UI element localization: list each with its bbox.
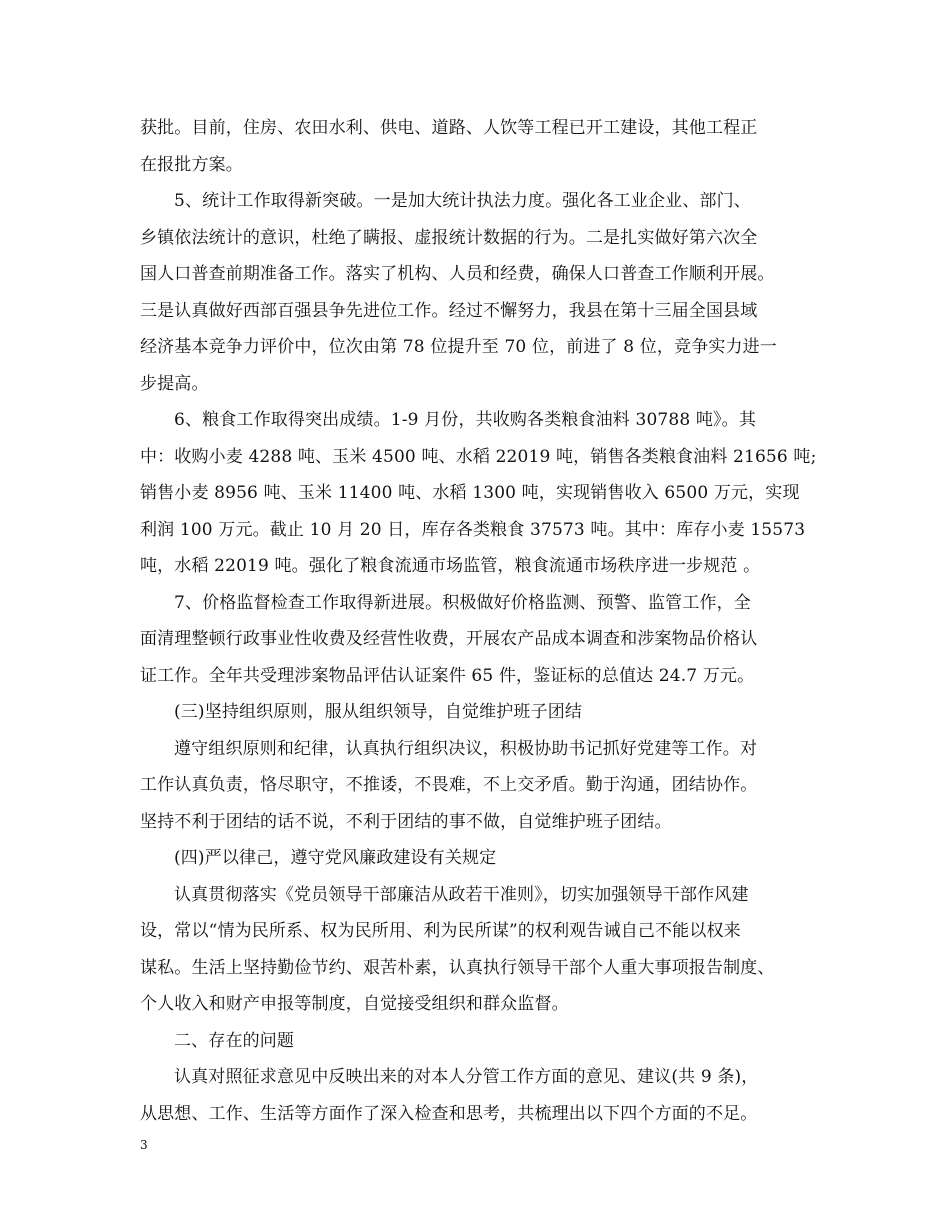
text-line: 吨，水稻 22019 吨。强化了粮食流通市场监管，粮食流通市场秩序进一步规范 。 [140,556,761,576]
text-line: 坚持不利于团结的话不说，不利于团结的事不做，自觉维护班子团结。 [140,811,672,832]
text-line: 经济基本竞争力评价中，位次由第 78 位提升至 70 位，前进了 8 位，竞争实力进一 [140,337,777,357]
text-line: 7、价格监督检查工作取得新进展。积极做好价格监测、预警、监管工作，全 [174,592,751,613]
text-line: 遵守组织原则和纪律，认真执行组织决议，积极协助书记抓好党建等工作。对 [174,738,758,759]
text-line: 设，常以“情为民所系、权为民所用、利为民所谋”的权利观告诫自己不能以权来 [140,921,741,941]
text-line: 在报批方案。 [140,154,243,175]
text-line: (三)坚持组织原则，服从组织领导，自觉维护班子团结 [174,702,583,722]
text-line: 中：收购小麦 4288 吨、玉米 4500 吨、水稻 22019 吨，销售各类粮食油料 21656 吨; [140,446,817,467]
text-line: 个人收入和财产申报等制度，自觉接受组织和群众监督。 [140,994,569,1014]
text-line: 认真贯彻落实《党员领导干部廉洁从政若干准则》，切实加强领导干部作风建 [174,884,749,905]
page-number: 3 [140,1138,148,1152]
text-line: 工作认真负责，恪尽职守，不推诿，不畏难，不上交矛盾。勤于沟通，团结协作。 [140,775,758,795]
text-line: 二、存在的问题 [174,1030,295,1051]
text-line: 步提高。 [140,373,209,394]
text-line: 5、统计工作取得新突破。一是加大统计执法力度。强化各工业企业、部门、 [174,191,751,211]
text-line: 谋私。生活上坚持勤俭节约、艰苦朴素，认真执行领导干部个人重大事项报告制度、 [140,957,775,978]
text-line: 证工作。全年共受理涉案物品评估认证案件 65 件，鉴证标的总值达 24.7 万元。 [140,665,755,686]
text-line: (四)严以律己，遵守党风廉政建设有关规定 [174,848,497,868]
text-line: 从思想、工作、生活等方面作了深入检查和思考，共梳理出以下四个方面的不足。 [140,1103,758,1124]
text-line: 获批。目前，住房、农田水利、供电、道路、人饮等工程已开工建设，其他工程正 [140,118,758,138]
text-line: 认真对照征求意见中反映出来的对本人分管工作方面的意见、建议(共 9 条)， [174,1067,759,1087]
text-line: 面清理整顿行政事业性收费及经营性收费，开展农产品成本调查和涉案物品价格认 [140,629,758,649]
text-line: 销售小麦 8956 吨、玉米 11400 吨、水稻 1300 吨，实现销售收入 6500 万元，实现 [140,483,800,503]
text-line: 国人口普查前期准备工作。落实了机构、人员和经费，确保人口普查工作顺利开展。 [140,264,775,284]
body-text [140,110,815,1132]
text-line: 利润 100 万元。截止 10 月 20 日，库存各类粮食 37573 吨。其中：库存小麦 15573 [140,519,806,540]
text-line: 三是认真做好西部百强县争先进位工作。经过不懈努力，我县在第十三届全国县域 [140,300,758,321]
text-line: 乡镇依法统计的意识，杜绝了瞒报、虚报统计数据的行为。二是扎实做好第六次全 [140,227,758,248]
text-line: 6、粮食工作取得突出成绩。1-9 月份，共收购各类粮食油料 30788 吨》。其 [174,410,756,430]
